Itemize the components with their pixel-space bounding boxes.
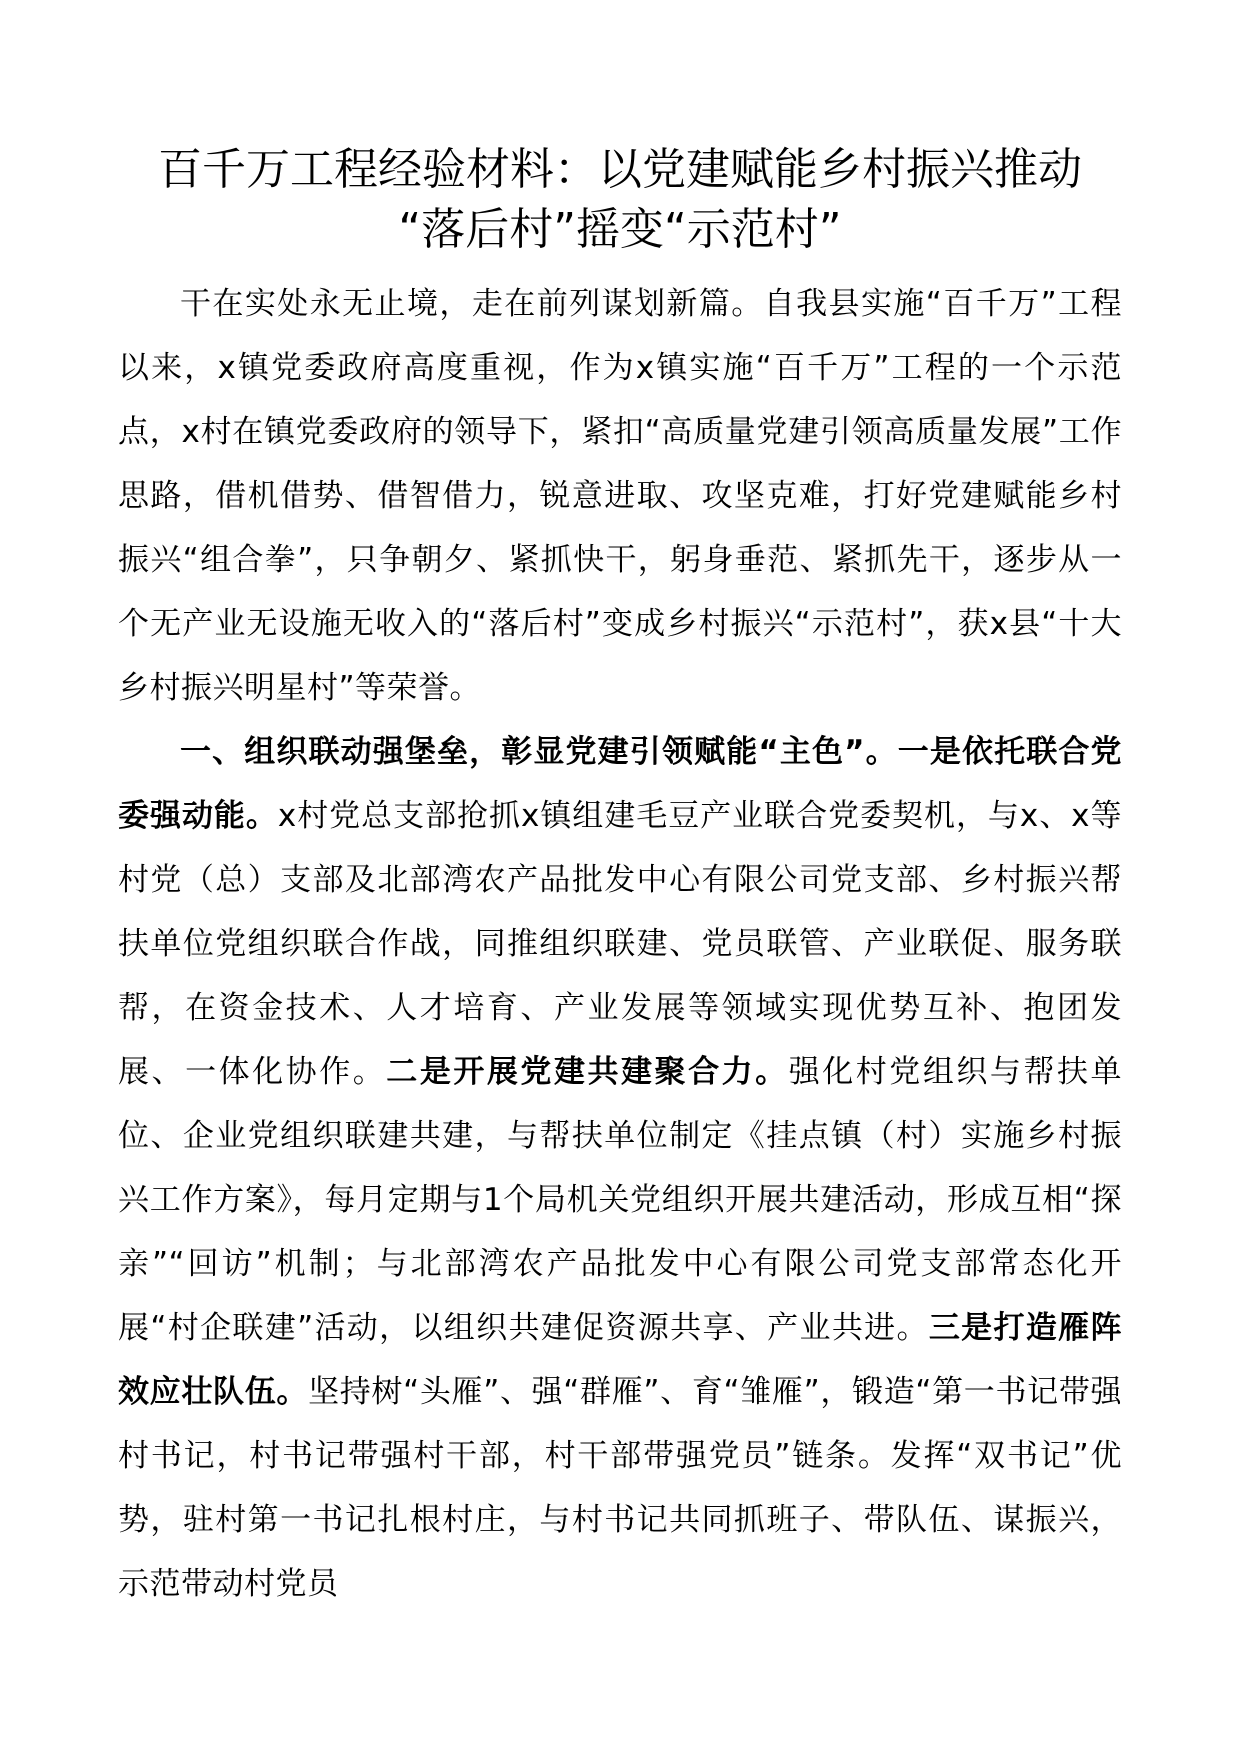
intro-paragraph: 干在实处永无止境，走在前列谋划新篇。自我县实施“百千万”工程以来，x镇党委政府高度重视，作为x镇实施“百千万”工程的一个示范点，x村在镇党委政府的领导下，紧扣“高质量党建引领高质量发展”工作思路，借机借势、借智借力，锐意进取、攻坚克难，打好党建赋能乡村振兴“组合拳”，只争朝夕、紧抓快干，躬身垂范、紧抓先干，逐步从一个无产业无设施无收入的“落后村”变成乡村振兴“示范村”，获x县“十大乡村振兴明星村”等荣誉。 <box>118 286 1122 706</box>
section-one-heading: 一、组织联动强堡垒，彰显党建引领赋能“主色”。 <box>180 734 898 770</box>
point-one-text: x村党总支部抢抓x镇组建毛豆产业联合党委契机，与x、x等村党（总）支部及北部湾农产品批发中心有限公司党支部、乡村振兴帮扶单位党组织联合作战，同推组织联建、党员联管、产业联促、服务联帮，在资金技术、人才培育、产业发展等领域实现优势互补、抱团发展、一体化协作。 <box>118 798 1123 1090</box>
document-title <box>118 140 1122 260</box>
section-one-paragraph <box>118 720 1122 1616</box>
point-three-title: 三是打造雁阵效应壮队伍。 <box>118 1310 1123 1410</box>
title-line-2: “落后村”摇变“示范村” <box>398 204 842 255</box>
title-line-1: 百千万工程经验材料：以党建赋能乡村振兴推动 <box>158 144 1082 195</box>
point-two-text: 强化村党组织与帮扶单位、企业党组织联建共建，与帮扶单位制定《挂点镇（村）实施乡村振兴工作方案》，每月定期与1个局机关党组织开展共建活动，形成互相“探亲”“回访”机制；与北部湾农产品批发中心有限公司党支部常态化开展“村企联建”活动，以组织共建促资源共享、产业共进。 <box>118 1054 1123 1346</box>
point-two-title: 二是开展党建共建聚合力。 <box>386 1054 789 1090</box>
point-one-title: 一是依托联合党委强动能。 <box>118 734 1123 834</box>
point-three-text: 坚持树“头雁”、强“群雁”、育“雏雁”，锻造“第一书记带强村书记，村书记带强村干部，村干部带强党员”链条。发挥“双书记”优势，驻村第一书记扎根村庄，与村书记共同抓班子、带队伍、谋振兴，示范带动村党员 <box>118 1374 1123 1602</box>
